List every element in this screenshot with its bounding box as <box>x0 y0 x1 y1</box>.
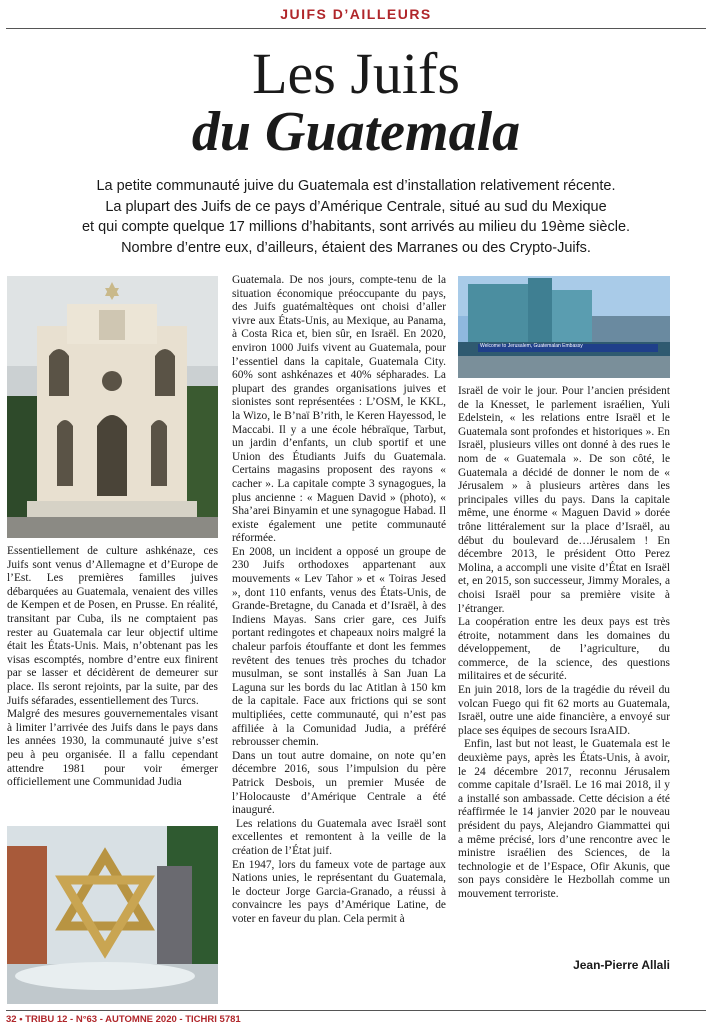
embassy-photo <box>458 276 670 378</box>
header-rule <box>6 28 706 29</box>
paragraph: La coopération entre les deux pays est très étroite, notamment dans les domaines du développement, de l’agriculture, du commerce, de la science, des questions militaires et de sécurité. <box>458 616 670 683</box>
column-2 <box>232 274 446 927</box>
paragraph: Enfin, last but not least, le Guatemala est le deuxième pays, après les États-Unis, à avoir, le 24 décembre 2017, reconnu Jérusalem comme capitale d’Israël. Le 16 mai 2018, il y a installé son ambassade. Cette décision a été réaffirmée le 14 janvier 2020 par le nouveau président du pays, Alejandro Giammattei qui a même précisé, lors d’une rencontre avec le ministre israélien des Sciences, de la technologie et de l’Espace, Ofir Akunis, que son pays considère le Hezbollah comme un mouvement terroriste. <box>458 738 670 900</box>
synagogue-photo <box>7 276 218 538</box>
author-signature: Jean-Pierre Allali <box>573 958 670 972</box>
intro-line: et qui compte quelque 17 millions d’habitants, sont arrivés au milieu du 19ème siècle. <box>81 219 631 235</box>
paragraph: Dans un tout autre domaine, on note qu’en décembre 2016, sous l’impulsion du père Patrick Desbois, un premier Musée de l’Holocauste d’Amérique Centrale a été inauguré. <box>232 749 446 817</box>
column-1 <box>7 545 218 790</box>
page-folio: 32 • TRIBU 12 - N°63 - AUTOMNE 2020 - TICHRI 5781 <box>6 1014 241 1025</box>
paragraph: En 1947, lors du fameux vote de partage aux Nations unies, le représentant du Guatemala, le docteur Jorge Garcia-Granado, a réussi à convaincre les pays d’Amérique Latine, de voter en faveur du plan. Cela permit à <box>232 858 446 925</box>
column-3 <box>458 385 670 902</box>
paragraph: Malgré des mesures gouvernementales visant à limiter l’arrivée des Juifs dans le pays dans les années 1930, la communauté juive s’est peu à peu organisée. Il a fallu cependant attendre 1981 pour voir émerger officiellement une Communidad Judia <box>7 708 218 789</box>
intro-line: Nombre d’entre eux, d’ailleurs, étaient des Marranes ou des Crypto-Juifs. <box>121 239 591 256</box>
title-line-2: du Guatemala <box>191 101 521 163</box>
star-of-david-photo <box>7 826 218 1004</box>
intro-paragraph <box>40 176 672 258</box>
paragraph: En 2008, un incident a opposé un groupe de 230 Juifs orthodoxes appartenant aux mouvements « Lev Tahor » et « Toiras Jesed », dont 110 enfants, venus des États-Unis, de Grande-Bretagne, du Canada et d’Israël, à des Indiens Mayas. Sans crier gare, ces Juifs portant redingotes et chapeaux noirs malgré la chaleur parfois étouffante et dont les femmes revêtent des tenues très proches du tchador musulman, se sont installés à San Juan La Laguna sur les bords du lac Atitlan à 150 km de la capitale. Face aux frictions qui se sont multipliées, cette communauté, qui n’est pas affiliée à la Comunidad Judia, a préféré rebrousser chemin. <box>232 545 446 749</box>
paragraph: Essentiellement de culture ashkénaze, ces Juifs sont venus d’Allemagne et d’Europe de l’Est. Les premières familles juives débarquées au Guatemala, venaient des villes de Kempen et de Posen, en Prusse. En réalité, transitant par Cuba, ils ne comptaient pas rester au Guatemala car leur objectif ultime était les États-Unis. Mais, n’obtenant pas les visas escomptés, nombre d’entre eux finirent par se lasser et décidèrent de demeurer sur place. Ils seront rejoints, par la suite, par des Juifs séfarades, essentiellement des Turcs. <box>7 545 218 707</box>
embassy-sign-text: Welcome to Jerusalem, Guatemalan Embassy <box>480 343 583 349</box>
title-line-1: Les Juifs <box>252 41 460 106</box>
paragraph: En juin 2018, lors de la tragédie du réveil du volcan Fuego qui fit 62 morts au Guatemala, Israël, outre une aide financière, a envoyé sur place ses équipes de secours IsraAID. <box>458 684 670 737</box>
paragraph: Israël de voir le jour. Pour l’ancien président de la Knesset, le parlement israélien, Yuli Edelstein, « les relations entre Israël et le Guatemala sont profondes et historiques ». En Israël, plusieurs villes ont donné à des rues le nom de « Guatemala ». De son côté, le Guatemala a décidé de donner le nom de « Jérusalem » à plusieurs artères dans les principales villes du pays. Dans la capitale même, une énorme « Maguen David » dorée trône littéralement sur la place d’Israël, au début du boulevard de…Jérusalem ! En décembre 2013, le président Otto Perez Molina, a accompli une visite d’État en Israël et, en 2015, son successeur, Jimmy Morales, a choisi Israël pour sa première visite à l’étranger. <box>458 385 670 615</box>
section-rubric: JUIFS D’AILLEURS <box>280 6 432 22</box>
paragraph: Guatemala. De nos jours, compte-tenu de la situation économique préoccupante du pays, des Juifs guatémaltèques ont choisi d’aller vivre aux États-Unis, au Mexique, au Panama, à Costa Rica et, bien sûr, en Israël. En 2020, environ 1000 Juifs vivent au Guatemala, pour l’essentiel dans la capitale, Guatemala City. 60% sont ashkénazes et 40% sépharades. La plupart des grandes organisations juives et sionistes sont représentées : L’OSM, le KKL, la Wizo, le B’naï B’rith, le Keren Hayessod, le Maccabi. Il y a une école hébraïque, Tarbut, un jardin d’enfants, un club sportif et une Union des Étudiants Juifs du Guatemala. Certains magasins proposent des rayons « cacher ». La capitale compte 3 synagogues, la plus ancienne : « Maguen David » (photo), « Sha’arei Binyamin et une synagogue Habad. Il existe également une petite communauté réformée. <box>232 274 446 545</box>
footer-rule <box>6 1010 706 1011</box>
paragraph: Les relations du Guatemala avec Israël sont excellentes et remontent à la veille de la création de l’État juif. <box>232 817 446 857</box>
intro-line: La plupart des Juifs de ce pays d’Amérique Centrale, situé au sud du Mexique <box>105 198 607 215</box>
intro-line: La petite communauté juive du Guatemala est d’installation relativement récente. <box>96 178 616 194</box>
